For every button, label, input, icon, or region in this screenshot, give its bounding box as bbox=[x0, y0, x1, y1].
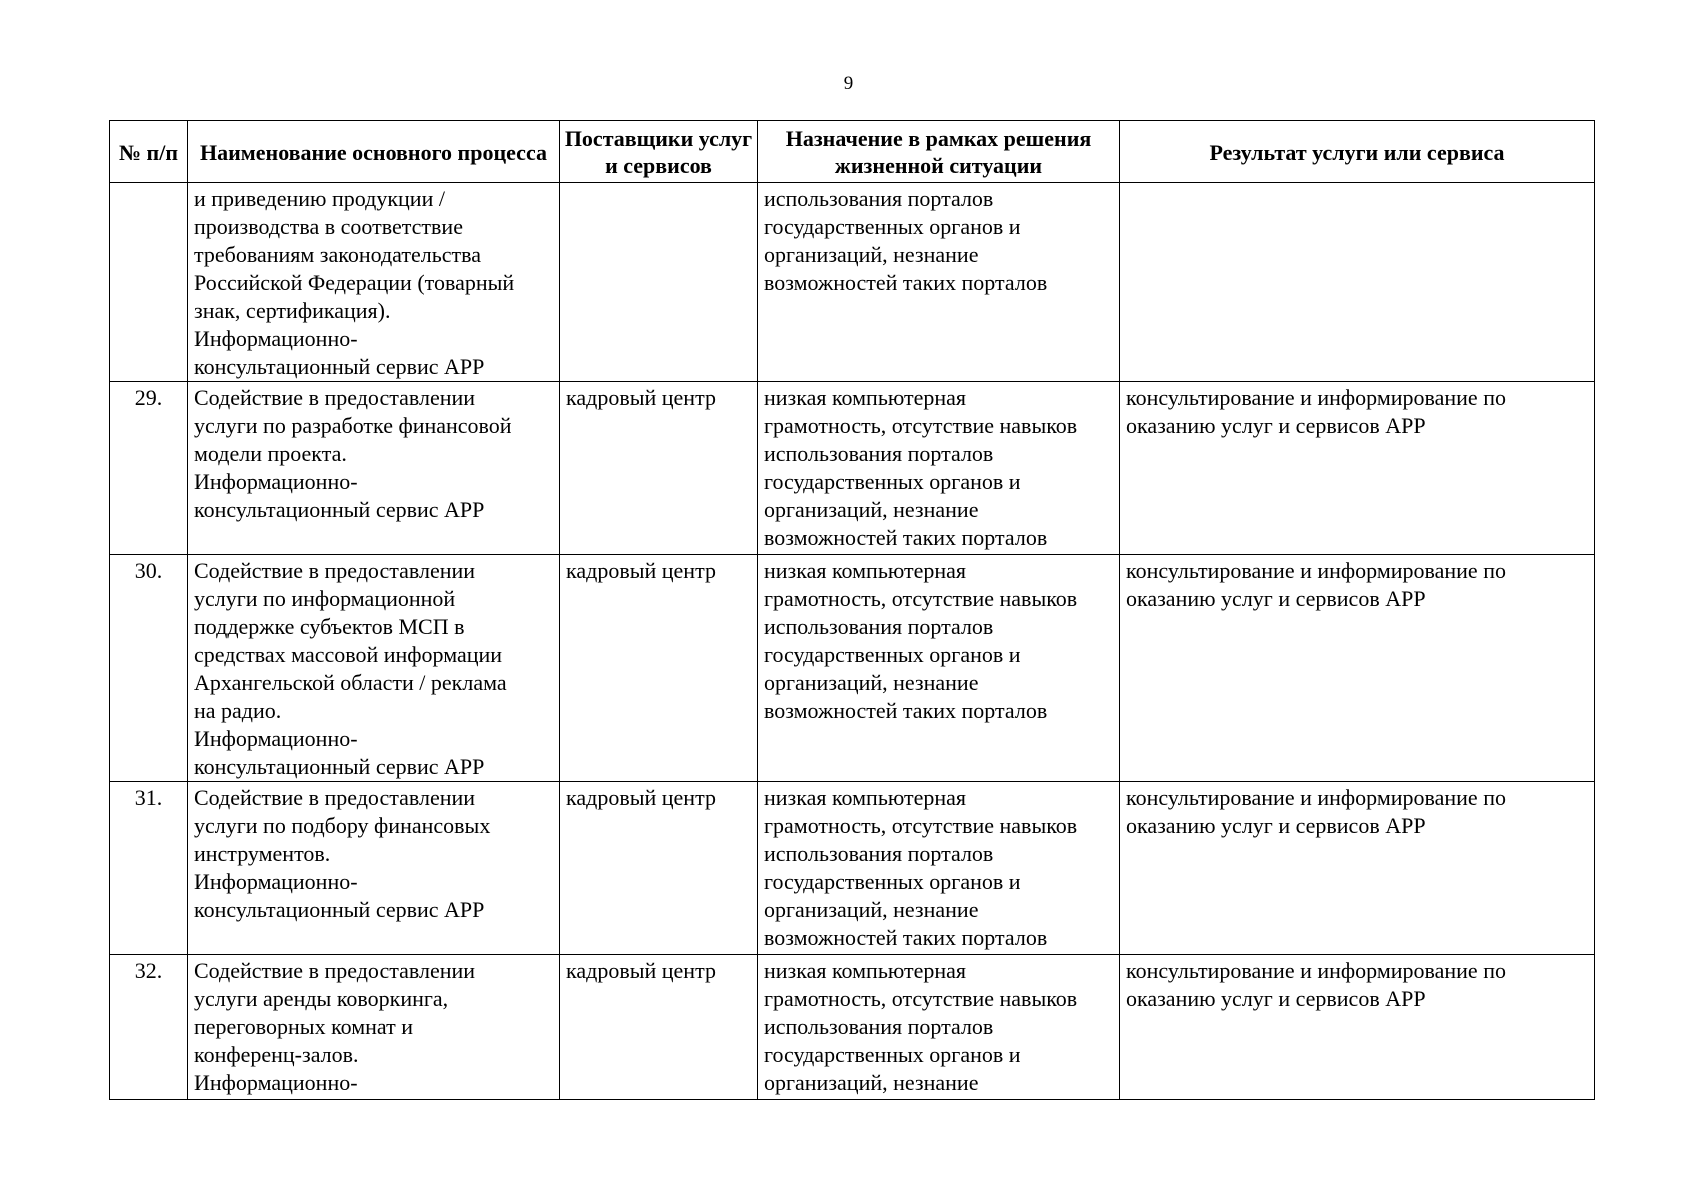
text-line: кадровый центр bbox=[566, 785, 716, 810]
text-line: использования порталов bbox=[764, 841, 994, 866]
text-line: государственных органов и bbox=[764, 869, 1021, 894]
purpose-cell bbox=[758, 183, 1120, 382]
provider-cell bbox=[560, 555, 758, 782]
text-line: услуги по разработке финансовой bbox=[194, 413, 512, 438]
text-line: консультирование и информирование по bbox=[1126, 558, 1506, 583]
text-line: конференц-залов. bbox=[194, 1042, 359, 1067]
process-name-cell bbox=[188, 782, 560, 955]
text-line: низкая компьютерная bbox=[764, 558, 967, 583]
purpose-cell bbox=[758, 782, 1120, 955]
text-line: Информационно- bbox=[194, 469, 358, 494]
purpose-cell bbox=[758, 382, 1120, 555]
text-line: Информационно- bbox=[194, 326, 358, 351]
result-cell bbox=[1120, 382, 1595, 555]
text-line: консультационный сервис АРР bbox=[194, 497, 485, 522]
text-line: средствах массовой информации bbox=[194, 642, 503, 667]
text-line: организаций, незнание bbox=[764, 897, 979, 922]
table-row bbox=[110, 382, 1595, 555]
text-line: организаций, незнание bbox=[764, 497, 979, 522]
text-line: кадровый центр bbox=[566, 385, 716, 410]
header-providers: Поставщики услуг и сервисов bbox=[560, 121, 758, 183]
header-number: № п/п bbox=[110, 121, 188, 183]
process-name-cell bbox=[188, 555, 560, 782]
text-line: оказанию услуг и сервисов АРР bbox=[1126, 586, 1426, 611]
result-cell bbox=[1120, 782, 1595, 955]
text-line: Информационно- bbox=[194, 869, 358, 894]
table-header-row bbox=[110, 121, 1595, 183]
provider-cell bbox=[560, 782, 758, 955]
text-line: знак, сертификация). bbox=[194, 298, 391, 323]
text-line: возможностей таких порталов bbox=[764, 525, 1048, 550]
text-line: Архангельской области / реклама bbox=[194, 670, 507, 695]
text-line: консультирование и информирование по bbox=[1126, 958, 1506, 983]
text-line: услуги аренды коворкинга, bbox=[194, 986, 449, 1011]
text-line: Информационно- bbox=[194, 726, 358, 751]
purpose-cell bbox=[758, 555, 1120, 782]
text-line: оказанию услуг и сервисов АРР bbox=[1126, 813, 1426, 838]
text-line: использования порталов bbox=[764, 186, 994, 211]
row-number: 30. bbox=[110, 555, 188, 782]
text-line: низкая компьютерная bbox=[764, 785, 967, 810]
row-number: 29. bbox=[110, 382, 188, 555]
result-cell bbox=[1120, 955, 1595, 1100]
text-line: низкая компьютерная bbox=[764, 958, 967, 983]
text-line: Содействие в предоставлении bbox=[194, 785, 476, 810]
process-name-cell bbox=[188, 955, 560, 1100]
text-line: инструментов. bbox=[194, 841, 331, 866]
process-name-cell bbox=[188, 183, 560, 382]
text-line: использования порталов bbox=[764, 614, 994, 639]
table-row bbox=[110, 955, 1595, 1100]
table-row bbox=[110, 555, 1595, 782]
text-line: услуги по информационной bbox=[194, 586, 456, 611]
header-result: Результат услуги или сервиса bbox=[1120, 121, 1595, 183]
purpose-cell bbox=[758, 955, 1120, 1100]
text-line: консультационный сервис АРР bbox=[194, 754, 485, 779]
text-line: консультирование и информирование по bbox=[1126, 385, 1506, 410]
services-table bbox=[109, 120, 1595, 1100]
text-line: использования порталов bbox=[764, 441, 994, 466]
text-line: переговорных комнат и bbox=[194, 1014, 414, 1039]
text-line: использования порталов bbox=[764, 1014, 994, 1039]
header-process-name: Наименование основного процесса bbox=[188, 121, 560, 183]
text-line: модели проекта. bbox=[194, 441, 347, 466]
text-line: поддержке субъектов МСП в bbox=[194, 614, 465, 639]
text-line: грамотность, отсутствие навыков bbox=[764, 586, 1078, 611]
text-line: оказанию услуг и сервисов АРР bbox=[1126, 986, 1426, 1011]
text-line: кадровый центр bbox=[566, 558, 716, 583]
result-cell bbox=[1120, 183, 1595, 382]
text-line: государственных органов и bbox=[764, 214, 1021, 239]
table-row bbox=[110, 782, 1595, 955]
text-line: низкая компьютерная bbox=[764, 385, 967, 410]
text-line: возможностей таких порталов bbox=[764, 270, 1048, 295]
text-line: государственных органов и bbox=[764, 642, 1021, 667]
text-line: государственных органов и bbox=[764, 469, 1021, 494]
text-line: консультационный сервис АРР bbox=[194, 897, 485, 922]
result-cell bbox=[1120, 555, 1595, 782]
text-line: государственных органов и bbox=[764, 1042, 1021, 1067]
text-line: возможностей таких порталов bbox=[764, 698, 1048, 723]
text-line: и приведению продукции / bbox=[194, 186, 445, 211]
text-line: кадровый центр bbox=[566, 958, 716, 983]
provider-cell bbox=[560, 183, 758, 382]
text-line: грамотность, отсутствие навыков bbox=[764, 813, 1078, 838]
text-line: организаций, незнание bbox=[764, 242, 979, 267]
text-line: грамотность, отсутствие навыков bbox=[764, 413, 1078, 438]
process-name-cell bbox=[188, 382, 560, 555]
text-line: Содействие в предоставлении bbox=[194, 958, 476, 983]
text-line: возможностей таких порталов bbox=[764, 925, 1048, 950]
provider-cell bbox=[560, 955, 758, 1100]
header-purpose: Назначение в рамках решения жизненной ситуации bbox=[758, 121, 1120, 183]
text-line: требованиям законодательства bbox=[194, 242, 481, 267]
text-line: Содействие в предоставлении bbox=[194, 558, 476, 583]
row-number: 31. bbox=[110, 782, 188, 955]
text-line: услуги по подбору финансовых bbox=[194, 813, 491, 838]
text-line: производства в соответствие bbox=[194, 214, 463, 239]
provider-cell bbox=[560, 382, 758, 555]
page-number: 9 bbox=[843, 73, 854, 94]
text-line: консультирование и информирование по bbox=[1126, 785, 1506, 810]
text-line: организаций, незнание bbox=[764, 670, 979, 695]
row-number bbox=[110, 183, 188, 382]
row-number: 32. bbox=[110, 955, 188, 1100]
text-line: Содействие в предоставлении bbox=[194, 385, 476, 410]
text-line: Российской Федерации (товарный bbox=[194, 270, 515, 295]
text-line: оказанию услуг и сервисов АРР bbox=[1126, 413, 1426, 438]
text-line: грамотность, отсутствие навыков bbox=[764, 986, 1078, 1011]
table-row bbox=[110, 183, 1595, 382]
text-line: на радио. bbox=[194, 698, 282, 723]
text-line: организаций, незнание bbox=[764, 1070, 979, 1095]
text-line: Информационно- bbox=[194, 1070, 358, 1095]
text-line: консультационный сервис АРР bbox=[194, 354, 485, 379]
